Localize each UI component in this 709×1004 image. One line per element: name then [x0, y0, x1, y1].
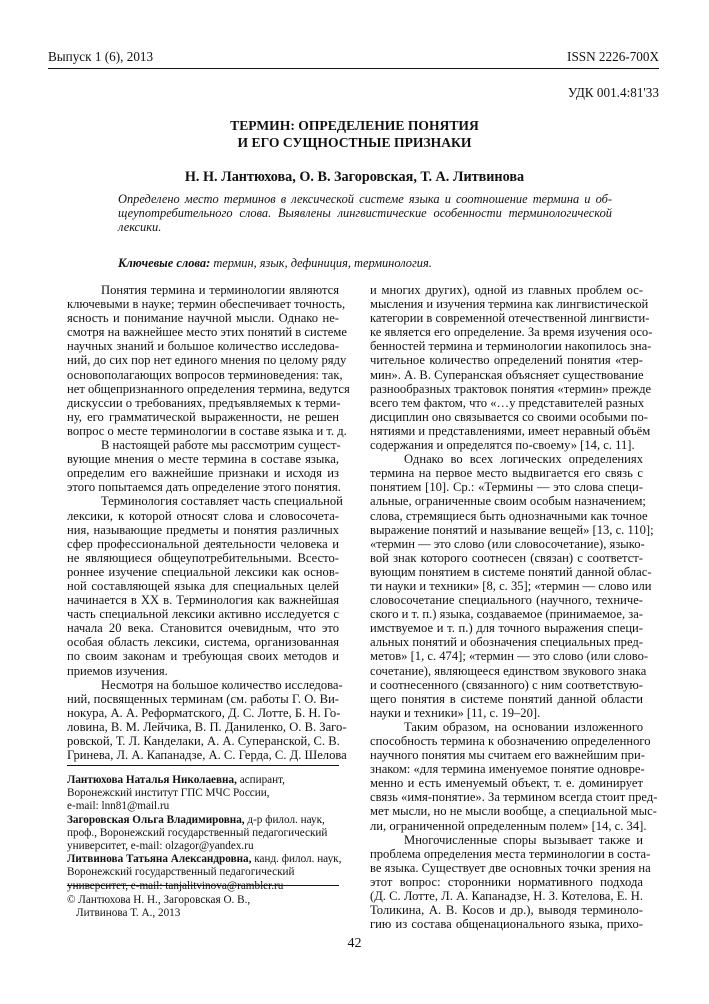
text-line: смотря на важнейшее место этих понятий в системе	[67, 325, 347, 340]
text-line: вующим понятием в системе понятий данной облас-	[370, 564, 652, 579]
text-line: знаком: «для термина именуемое понятие одновре-	[370, 762, 645, 777]
text-line: связь «имя-понятие». За термином всегда стоит пред-	[370, 790, 658, 805]
running-head	[48, 48, 659, 69]
text-line: Толикина, А. В. Косов и др.), выводя терминоло-	[370, 903, 643, 918]
text-line: дискуссии о требованиях, предъявляемых к терми-	[67, 395, 341, 410]
text-line: бенностей термина и терминологии накопилось зна-	[370, 339, 652, 354]
body-column-left	[67, 283, 350, 763]
text-line: ключевыми в науке; термин обеспечивает точность,	[67, 297, 346, 312]
text-line: термина на первое место выдвигается его связь с	[370, 466, 643, 481]
text-line: Терминология составляет часть специальной	[101, 494, 343, 509]
text-line: определим его важнейшие признаки и исходя из	[67, 466, 339, 481]
copyright-line: Литвинова Т. А., 2013	[76, 907, 181, 920]
text-line: словосочетание специального (научного, техниче-	[370, 593, 643, 608]
text-line: вой знак которого соотнесен (связан) с соответст-	[370, 550, 643, 565]
text-line: «термин — это слово (или словосочетание), языко-	[370, 536, 645, 551]
text-line: научных знаний и большое количество исследова-	[67, 339, 339, 354]
author-name: Загоровская Ольга Владимировна,	[67, 813, 245, 826]
issue-label: Выпуск 1 (6), 2013	[48, 49, 154, 64]
keywords	[118, 256, 612, 271]
text-line: щего понятия в системе понятий данной области	[370, 691, 643, 706]
text-line: альные, ограниченные своим особым назначением;	[370, 494, 646, 509]
text-line: Понятия термина и терминологии являются	[101, 283, 339, 297]
text-line: дисциплин оно связывается со своими особыми по-	[370, 409, 648, 424]
author-affiliation: проф., Воронежский государственный педагогический	[67, 826, 328, 839]
text-line: нокура, А. А. Реформатского, Д. С. Лотте, Б. Н. Го-	[67, 705, 341, 720]
text-line: роннее изучение специальной лексики как основ-	[67, 564, 339, 579]
issn-label: ISSN 2226-700X	[567, 49, 659, 64]
text-line: альных понятий и обозначения специальных пред-	[370, 635, 643, 650]
author-info-line	[67, 814, 352, 827]
text-line: приемов изучения.	[67, 663, 168, 678]
author-name: Литвинова Татьяна Александровна,	[67, 853, 252, 866]
text-line: по своим законам и требующая своих методов и	[67, 649, 339, 664]
text-line: Таким образом, на основании изложенного	[404, 719, 643, 734]
text-line: ти науки и техники» [8, с. 35]; «термин — слово или	[370, 578, 652, 593]
abstract-line: лексики.	[118, 220, 162, 235]
text-line: мысления и изучения термина как лингвистической	[370, 297, 649, 312]
text-line: ве языка. Существует две основных точки зрения на	[370, 860, 651, 875]
text-line: Гринева, Л. А. Капанадзе, А. С. Герда, С. Д. Шелова	[67, 748, 347, 763]
text-line: этот вопрос: сторонники нормативного подхода	[370, 874, 643, 889]
text-line: и многих других), одной из главных проблем ос-	[370, 283, 643, 297]
page-number: 42	[347, 936, 362, 951]
text-line: гию из состава общенационального языка, прихо-	[370, 917, 643, 932]
text-line: проблема определения места терминологии в соста-	[370, 846, 651, 861]
author-affiliation: Воронежский государственный педагогический	[67, 866, 295, 879]
text-line: Несмотря на большое количество исследова-	[101, 677, 343, 692]
keywords-label: Ключевые слова:	[118, 256, 211, 270]
text-line: научного понятия мы считаем его важнейшим при-	[370, 748, 645, 763]
text-line: понятием [10]. Ср.: «Термины — это слова специ-	[370, 480, 643, 495]
author-info-line	[67, 853, 352, 866]
text-line: категории в современной отечественной лингвисти-	[370, 311, 650, 326]
text-line: науки и техники» [11, с. 19–20].	[370, 705, 541, 720]
author-email[interactable]: университет, e-mail: tanjalitvinova@rambler.ru	[67, 879, 284, 892]
copyright-line: © Лантюхова Н. Н., Загоровская О. В.,	[67, 894, 251, 906]
abstract-line: щеупотребительного слова. Выявлены лингвистические особенности терминологической	[118, 206, 612, 221]
author-role: канд. филол. наук,	[251, 853, 342, 866]
text-line: ясность и понимание научной мысли. Однако не-	[67, 311, 339, 326]
text-line: лексики, к которой относят слова и словосочета-	[67, 508, 339, 523]
author-name: Лантюхова Наталья Николаевна,	[67, 774, 237, 786]
text-line: менно и есть именуемый объект, т. е. доминирует	[370, 776, 643, 791]
text-line: не являющиеся общеупотребительными. Всесто-	[67, 550, 339, 565]
article-authors: Н. Н. Лантюхова, О. В. Загоровская, Т. А. Литвинова	[184, 169, 525, 185]
keywords-value: термин, язык, дефиниция, терминология.	[210, 256, 432, 270]
text-line: вующие мнения о месте термина в составе языка,	[67, 452, 339, 467]
text-line: выражение понятий и называние вещей» [13, с. 110];	[370, 522, 654, 537]
copyright-notice	[67, 894, 352, 920]
author-role: д-р филол. наук,	[244, 813, 325, 826]
text-line: Многочисленные споры вызывает также и	[404, 832, 643, 847]
text-line: нет общепризнанного определения термина, ведутся	[67, 381, 350, 396]
author-info-line	[67, 774, 352, 787]
text-line: ке является его определение. За время изучения осо-	[370, 325, 653, 340]
text-line: вопрос о месте терминологии в составе языка и т. д.	[67, 423, 347, 438]
text-line: ну, его грамматической выраженности, не решен	[67, 409, 339, 424]
text-line: сфер профессиональной деятельности человека и	[67, 536, 339, 551]
text-line: разнообразных трактовок понятия «термин» прежде	[370, 381, 652, 396]
text-line: Однако во всех логических определениях	[404, 452, 643, 467]
text-line: чительное количество определений понятия «тер-	[370, 353, 643, 368]
text-line: имствуемое и т. п.) для точного выражения специ-	[370, 621, 643, 636]
udc-code: УДК 001.4:81'33	[567, 85, 659, 100]
text-line: сочетание), являющееся единством звукового знака	[370, 663, 647, 678]
text-line: ний, до сих пор нет единого мнения по целому ряду	[67, 353, 347, 368]
text-line: начала 20 века. Становится очевидным, что это	[67, 621, 339, 636]
text-line: ли, ограниченной определенным полем» [14, с. 34].	[370, 818, 647, 833]
text-line: этого попытаемся дать определение этого понятия.	[67, 480, 341, 495]
author-info-footnote	[67, 774, 352, 893]
text-line: ского и т. п.) языка, создаваемое (принимаемое, за-	[370, 607, 644, 622]
text-line: содержания и определятся по-своему» [14, с. 11].	[370, 438, 635, 453]
article-title	[0, 117, 709, 151]
author-email[interactable]: e-mail: lnn81@mail.ru	[67, 800, 170, 813]
text-line: ловина, В. М. Лейчика, В. П. Даниленко, О. В. Заго-	[67, 719, 347, 734]
text-line: и соотнесенного (связанного) с ним соответствую-	[370, 677, 643, 692]
text-line: основополагающих вопросов терминоведения: так,	[67, 367, 343, 382]
text-line: способность термина к обозначению определенного	[370, 734, 651, 748]
article-abstract	[118, 192, 612, 234]
text-line: мет мысли, но не мысли вообще, а специальной мыс-	[370, 804, 657, 819]
title-line: ТЕРМИН: ОПРЕДЕЛЕНИЕ ПОНЯТИЯ	[230, 118, 479, 133]
text-line: ровской, Т. Л. Канделаки, А. А. Суперанской, С. В.	[67, 734, 340, 748]
text-line: ния, называющие предметы и понятия различных	[67, 522, 339, 537]
text-line: ний, посвященных терминам (см. работы Г. О. Ви-	[67, 691, 339, 706]
text-line: мин». А. В. Суперанская объясняет существование	[370, 367, 644, 382]
copyright-divider	[67, 885, 339, 886]
text-line: (Д. С. Лотте, Л. А. Капанадзе, Н. З. Котелова, Е. Н.	[370, 889, 643, 904]
author-role: аспирант,	[236, 774, 285, 786]
body-column-right	[370, 283, 658, 932]
text-line: слова, стремящиеся быть однозначными как точное	[370, 508, 648, 523]
author-affiliation: Воронежский институт ГПС МЧС России,	[67, 787, 270, 800]
text-line: ной составляющей языка для специальных целей	[67, 578, 339, 593]
author-email[interactable]: университет, e-mail: olzagor@yandex.ru	[67, 840, 254, 853]
abstract-line: Определено место терминов в лексической системе языка и соотношение термина и об-	[118, 192, 612, 206]
text-line: метов» [1, с. 474]; «термин — это слово (или слово-	[370, 649, 649, 664]
text-line: часть специальной лексики активно исследуется с	[67, 607, 339, 622]
text-line: всего тем фактом, что «…у представителей разных	[370, 395, 645, 410]
title-line: И ЕГО СУЩНОСТНЫЕ ПРИЗНАКИ	[237, 135, 472, 150]
text-line: В настоящей работе мы рассмотрим сущест-	[101, 438, 341, 453]
footnote-divider	[67, 765, 339, 766]
text-line: особая область лексики, система, организованная	[67, 635, 339, 650]
text-line: нятиями и представлениями, имеет неравный объём	[370, 423, 651, 438]
text-line: начинается в XX в. Терминология как важнейшая	[67, 593, 339, 608]
